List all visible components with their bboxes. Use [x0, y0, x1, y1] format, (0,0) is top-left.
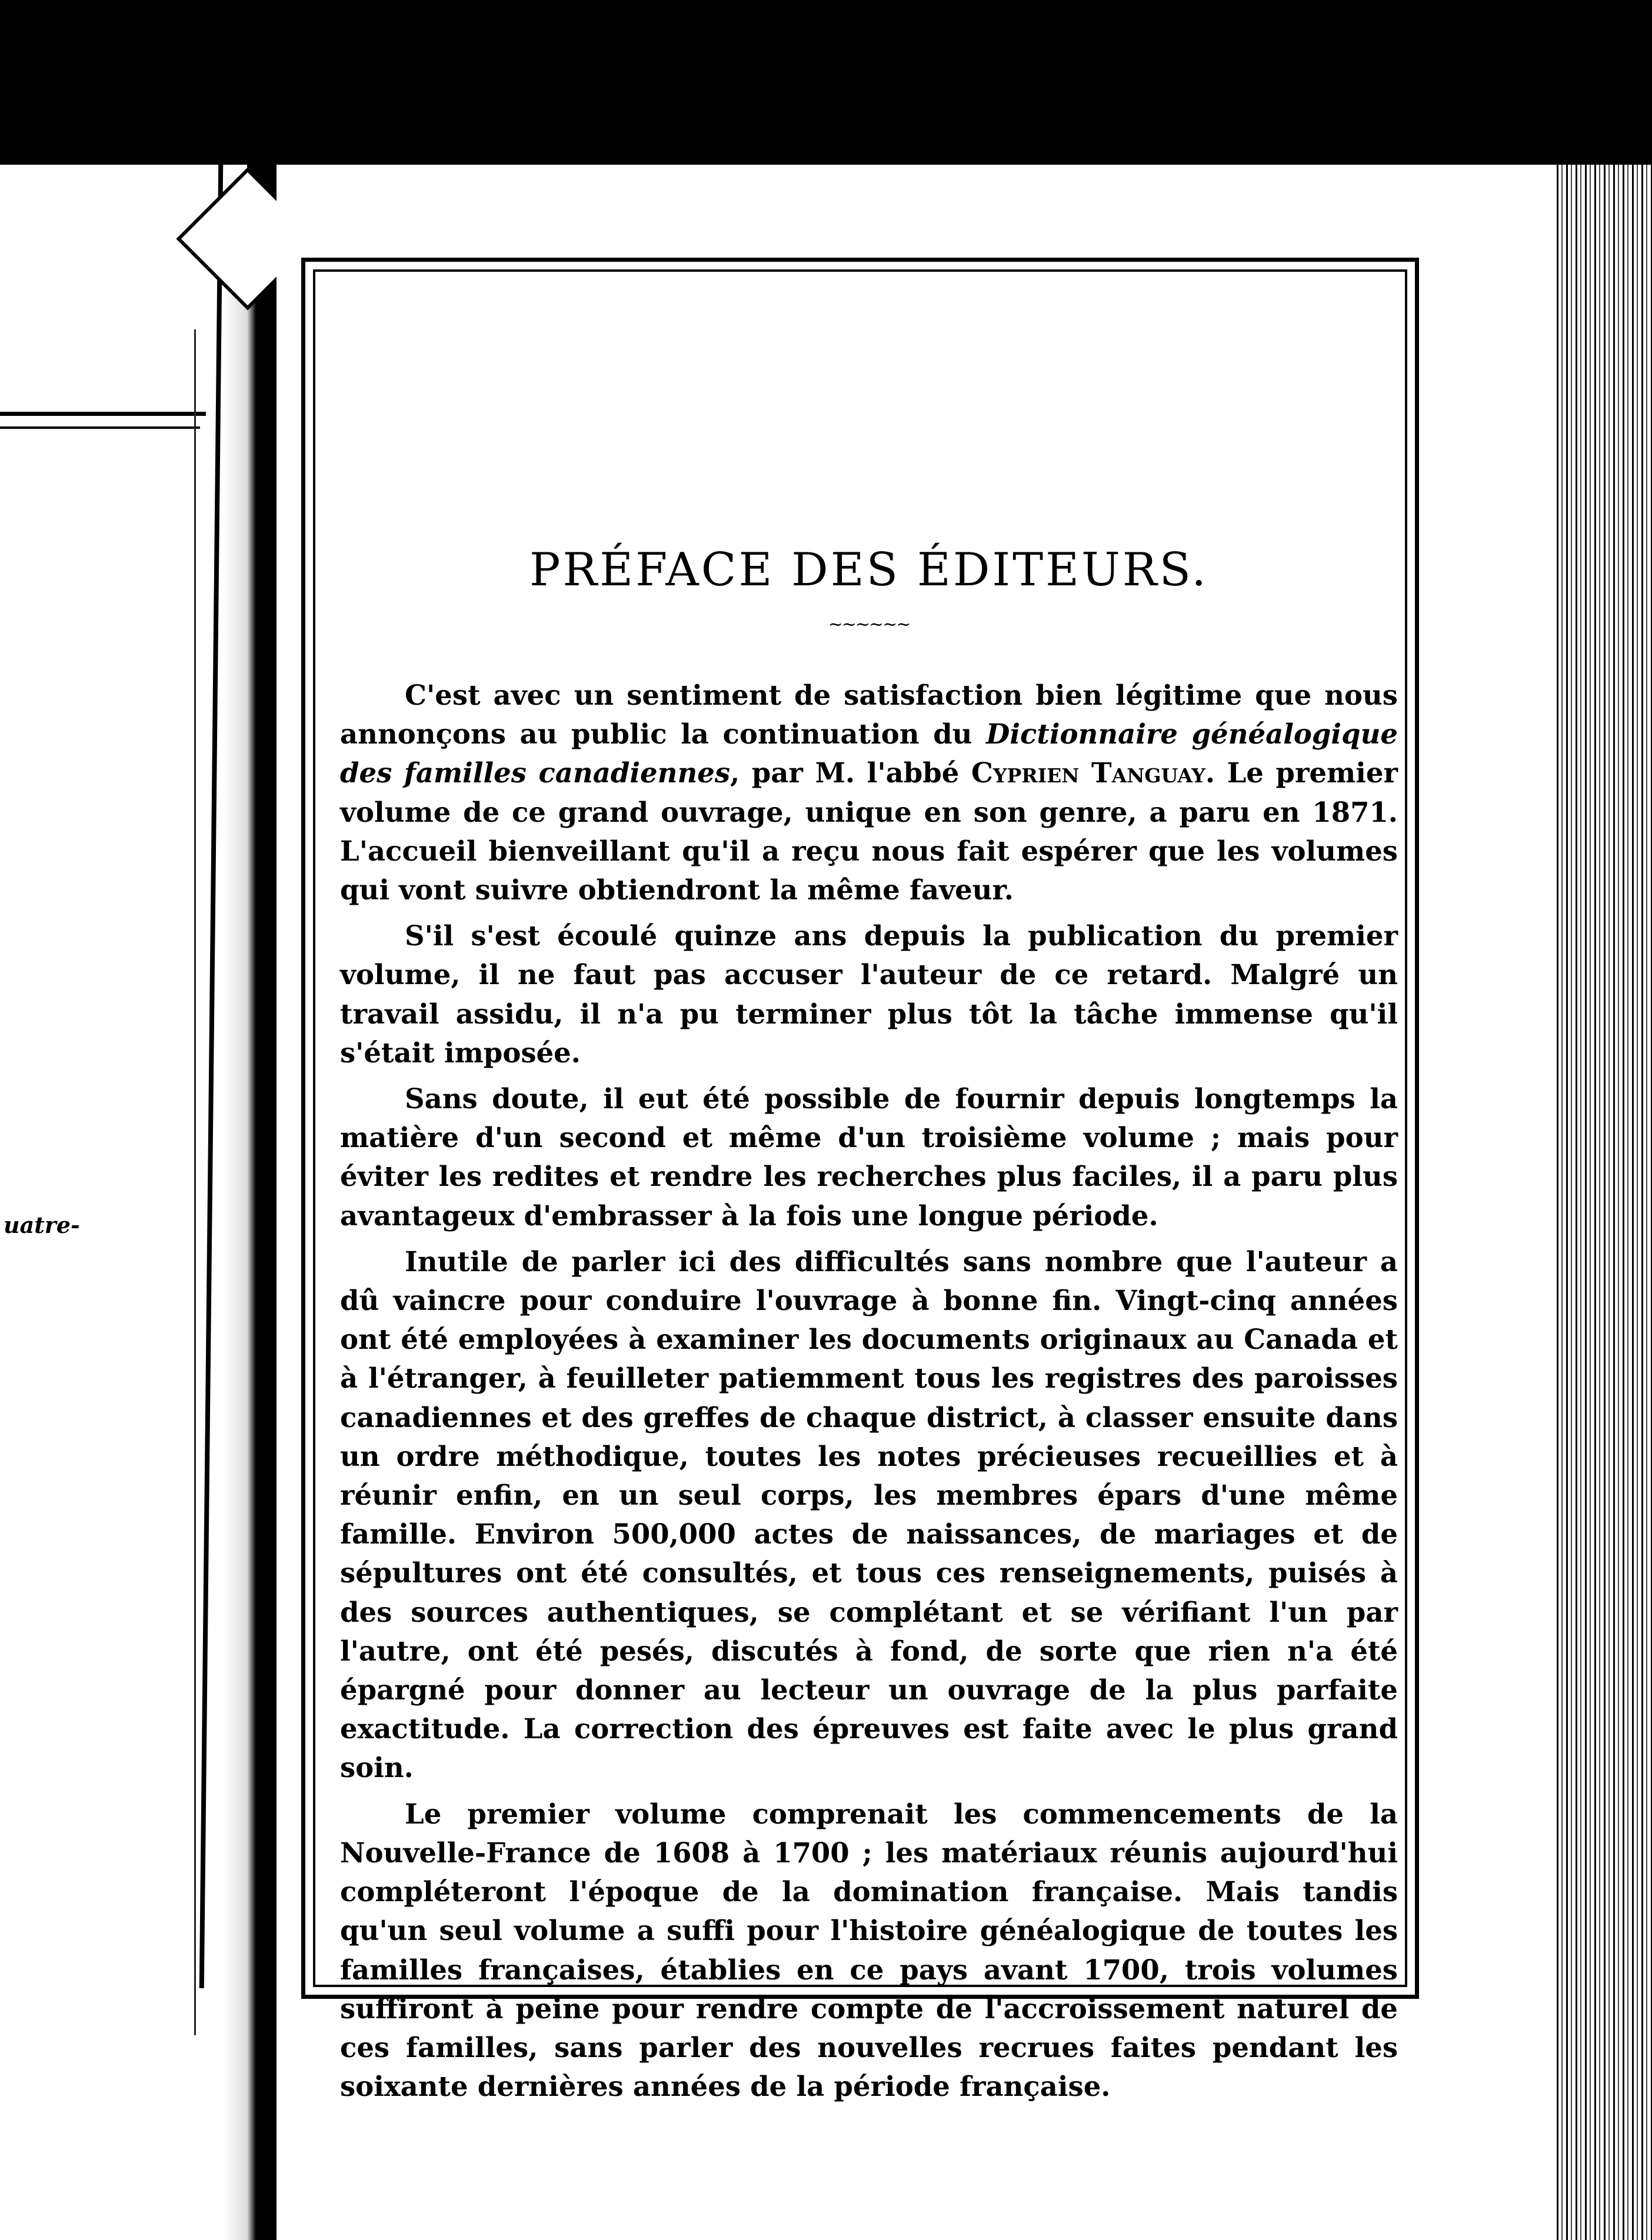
- paragraph-1-text-2: , par M. l'abbé: [730, 756, 971, 789]
- paragraph-1: [340, 676, 1398, 909]
- facing-page-text-fragment: uatre-: [4, 1212, 80, 1238]
- author-name: Cyprien Tanguay: [971, 756, 1205, 789]
- page-edges: [1553, 165, 1652, 2240]
- gutter-line: [194, 329, 196, 2035]
- page-content: [340, 544, 1398, 2113]
- title-ornament: ~~~~~~: [828, 614, 910, 635]
- dictionary-title: Dictionnaire généalogique des familles canadiennes: [340, 718, 1398, 789]
- paragraph-4: Inutile de parler ici des difficultés sans nombre que l'auteur a dû vaincre pour conduire l'ouvrage à bonne fin. Vingt-cinq années ont été employées à examiner les documents originaux au Canada et à l'étranger, à feuilleter patiemment tous les registres des paroisses canadiennes et des greffes de chaque district, à classer ensuite dans un ordre méthodique, toutes les notes précieuses recueillies et à réunir enfin, en un seul corps, les membres épars d'une même famille. Environ 500,000 actes de naissances, de mariages et de sépultures ont été consultés, et tous ces renseignements, puisés à des sources authentiques, se complétant et se vérifiant l'un par l'autre, ont été pesés, discutés à fond, de sorte que rien n'a été épargné pour donner au lecteur un ouvrage de la plus parfaite exactitude. La correction des épreuves est faite avec le plus grand soin.: [340, 1245, 1398, 1784]
- paragraph-3: Sans doute, il eut été possible de fournir depuis longtemps la matière d'un second et même d'un troisième volume ; mais pour éviter les redites et rendre les recherches plus faciles, il a paru plus avantageux d'embrasser à la fois une longue période.: [340, 1082, 1398, 1232]
- facing-page-rule-thin: [0, 426, 200, 429]
- page-title: PRÉFACE DES ÉDITEURS.: [529, 544, 1209, 596]
- paragraph-2: S'il s'est écoulé quinze ans depuis la publication du premier volume, il ne faut pas accuser l'auteur de ce retard. Malgré un travail assidu, il n'a pu terminer plus tôt la tâche immense qu'il s'était imposée.: [340, 919, 1398, 1069]
- book-spine-shadow: [224, 176, 282, 2240]
- paragraph-5: Le premier volume comprenait les commencements de la Nouvelle-France de 1608 à 1700 ; les matériaux réunis aujourd'hui compléteront l'époque de la domination française. Mais tandis qu'un seul volume a suffi pour l'histoire généalogique de toutes les familles françaises, établies en ce pays avant 1700, trois volumes suffiront à peine pour rendre compte de l'accroissement naturel de ces familles, sans parler des nouvelles recrues faites pendant les soixante dernières années de la période française.: [340, 1797, 1398, 2103]
- paragraph-1-text: C'est avec un sentiment de satisfaction bien légitime que nous annonçons au public la continuation du: [340, 679, 1398, 751]
- paragraph-1-text-3: . Le premier volume de ce grand ouvrage, unique en son genre, a paru en 1871. L'accueil bienveillant qu'il a reçu nous fait espérer que les volumes qui vont suivre obtiendront la même faveur.: [340, 756, 1398, 906]
- preface-body: [340, 676, 1398, 2106]
- facing-page-rule: [0, 412, 206, 416]
- scan-top-background: [0, 0, 1652, 182]
